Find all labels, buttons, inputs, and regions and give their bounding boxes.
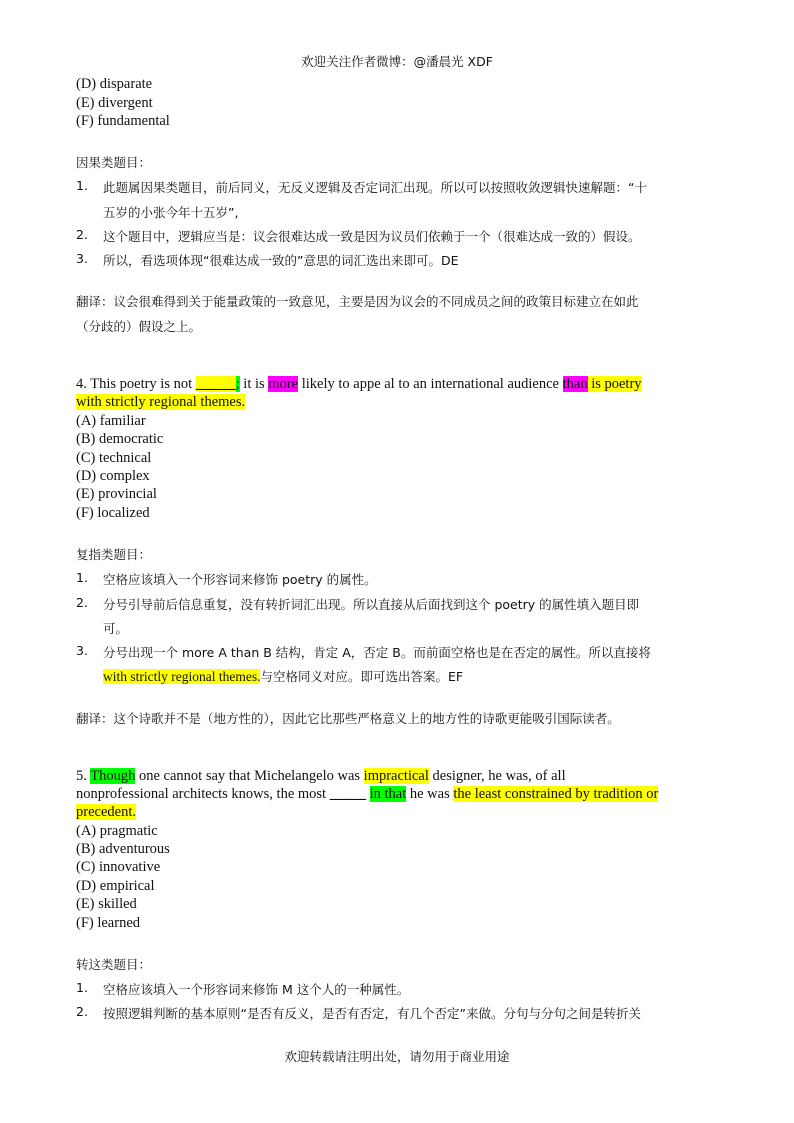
stem-text: designer, he was, of all xyxy=(428,768,566,784)
list-item-text: 按照逻辑判断的基本原则“是否有反义，是否有否定，有几个否定”来做。分句与分句之间是转折关 xyxy=(103,1006,641,1021)
option-b: (B) adventurous xyxy=(76,841,170,857)
option-f: (F) localized xyxy=(76,505,150,521)
list-number: 2. xyxy=(76,595,88,610)
option-e: (E) skilled xyxy=(76,896,137,912)
section-title-causal: 因果类题目： xyxy=(76,155,152,170)
highlighted-phrase: is poetry xyxy=(587,376,642,392)
option-d: (D) empirical xyxy=(76,878,155,894)
keyword-more: more xyxy=(268,376,299,392)
list-item-text: 分号出现一个 more A than B 结构，肯定 A，否定 B。而前面空格也是在否定的属性。所以直接将 xyxy=(103,645,651,660)
blank: _____ xyxy=(329,786,366,802)
list-item-text: 可。 xyxy=(103,621,129,636)
keyword-in-that: in that xyxy=(369,786,407,802)
question-5-stem xyxy=(76,768,566,785)
section-title-contrast: 转这类题目： xyxy=(76,957,152,972)
question-5-stem-line2 xyxy=(76,786,658,803)
list-item-text xyxy=(103,667,463,686)
list-item-text: 所以，看选项体现“很难达成一致的”意思的词汇选出来即可。DE xyxy=(103,253,459,268)
question-4-stem xyxy=(76,376,642,393)
translation-text: （分歧的）假设之上。 xyxy=(76,319,202,334)
option-f: (F) fundamental xyxy=(76,113,170,129)
translation-text: 翻译：这个诗歌并不是（地方性的），因此它比那些严格意义上的地方性的诗歌更能吸引国际读者。 xyxy=(76,711,620,726)
list-item-text: 此题属因果类题目，前后同义，无反义逻辑及否定词汇出现。所以可以按照收敛逻辑快速解题：“十 xyxy=(103,180,647,195)
stem-text: nonprofessional architects knows, the most xyxy=(76,786,330,802)
stem-text: likely to appe al to an international audience xyxy=(298,376,563,392)
translation-text: 翻译：议会很难得到关于能量政策的一致意见，主要是因为议会的不同成员之间的政策目标建立在如此 xyxy=(76,294,639,309)
stem-text: 5. xyxy=(76,768,91,784)
option-e: (E) divergent xyxy=(76,95,153,111)
stem-text: it is xyxy=(239,376,269,392)
list-number: 2. xyxy=(76,227,88,242)
list-item-text: 这个题目中，逻辑应当是：议会很难达成一致是因为议员们依赖于一个（很难达成一致的）假设。 xyxy=(103,229,641,244)
list-number: 1. xyxy=(76,178,88,193)
stem-text: he was xyxy=(406,786,454,802)
question-5-stem-line3 xyxy=(76,804,136,821)
highlighted-phrase: precedent. xyxy=(76,804,136,820)
highlighted-phrase: with strictly regional themes. xyxy=(103,669,261,684)
stem-text: one cannot say that Michelangelo was xyxy=(135,768,364,784)
semicolon-highlight: ; xyxy=(235,376,240,392)
list-number: 1. xyxy=(76,980,88,995)
option-c: (C) innovative xyxy=(76,859,161,875)
option-a: (A) pragmatic xyxy=(76,823,158,839)
list-item-text: 空格应该填入一个形容词来修饰 poetry 的属性。 xyxy=(103,572,377,587)
option-a: (A) familiar xyxy=(76,413,146,429)
list-item-text: 空格应该填入一个形容词来修饰 M 这个人的一种属性。 xyxy=(103,982,410,997)
keyword-though: Though xyxy=(90,768,136,784)
page-footer: 欢迎转载请注明出处，请勿用于商业用途 xyxy=(284,1049,510,1064)
stem-text: 4. This poetry is not xyxy=(76,376,196,392)
option-d: (D) disparate xyxy=(76,76,153,92)
list-number: 1. xyxy=(76,570,88,585)
question-4-stem-line2 xyxy=(76,394,245,411)
blank: ___ __ xyxy=(195,376,236,392)
list-number: 3. xyxy=(76,643,88,658)
option-d: (D) complex xyxy=(76,468,150,484)
list-item-text: 五岁的小张今年十五岁”, xyxy=(103,205,239,220)
list-number: 2. xyxy=(76,1004,88,1019)
list-item-tail: 与空格同义对应。即可选出答案。EF xyxy=(260,669,464,684)
section-title-reference: 复指类题目： xyxy=(76,547,152,562)
option-c: (C) technical xyxy=(76,450,152,466)
option-b: (B) democratic xyxy=(76,431,164,447)
keyword-impractical: impractical xyxy=(363,768,429,784)
list-number: 3. xyxy=(76,251,88,266)
highlighted-phrase: with strictly regional themes. xyxy=(76,394,246,410)
page-header: 欢迎关注作者微博：@潘晨光 XDF xyxy=(301,54,493,69)
keyword-than: than xyxy=(562,376,588,392)
highlighted-phrase: the least constrained by tradition or xyxy=(453,786,659,802)
option-e: (E) provincial xyxy=(76,486,157,502)
list-item-text: 分号引导前后信息重复，没有转折词汇出现。所以直接从后面找到这个 poetry 的属性填入题目即 xyxy=(103,597,640,612)
option-f: (F) learned xyxy=(76,915,141,931)
